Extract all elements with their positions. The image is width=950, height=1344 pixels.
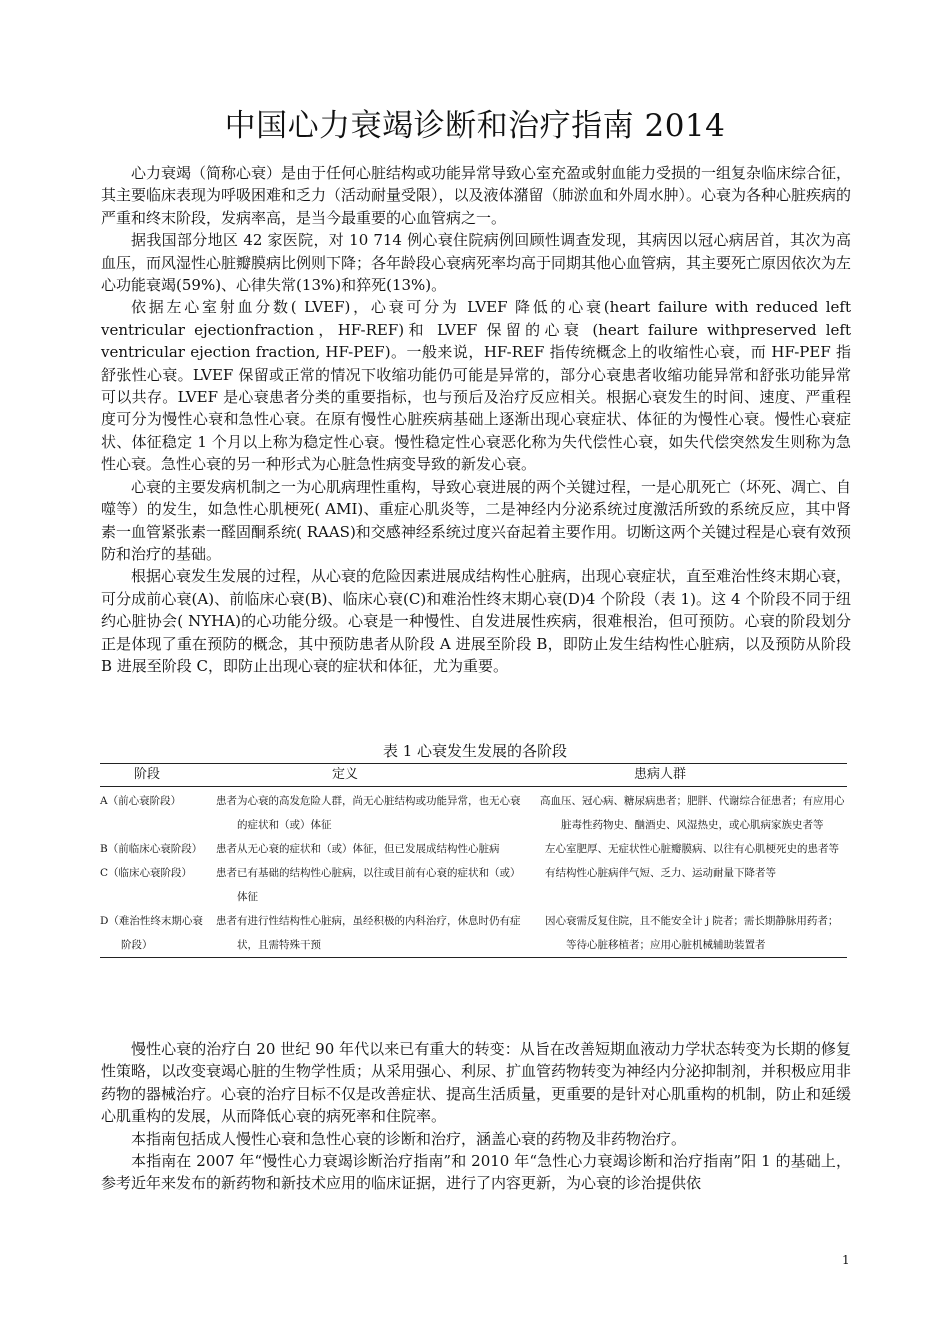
table-caption: 表 1 心衰发生发展的各阶段	[382, 742, 568, 760]
population-cell: 左心室肥厚、无症状性心脏瓣膜病、以往有心肌梗死史的患者等	[545, 843, 839, 855]
stage-cell: D（难治性终末期心衰阶段）	[100, 915, 203, 951]
population-cell: 高血压、冠心病、糖尿病患者；肥胖、代谢综合征患者；有应用心脏毒性药物史、酗酒史、风湿热史，或心肌病家族史者等	[540, 795, 845, 831]
paragraph: 心力衰竭（简称心衰）是由于任何心脏结构或功能异常导致心室充盈或射血能力受损的一组复杂临床综合征，其主要临床表现为呼吸困难和乏力（活动耐量受限），以及液体潴留（肺淤血和外周水肿）。心衰为各种心脏疾病的严重和终末阶段，发病率高，是当今最重要的心血管病之一。	[101, 164, 852, 227]
table-row	[100, 837, 847, 861]
document-title: 中国心力衰竭诊断和治疗指南 2014	[224, 108, 726, 144]
definition-cell: 患者为心衰的高发危险人群，尚无心脏结构或功能异常，也无心衰的症状和（或）体征	[216, 795, 521, 831]
definition-cell: 患者有进行性结构性心脏病，虽经积极的内科治疗，休息时仍有症状，且需特殊干预	[216, 915, 521, 951]
body-section-2	[101, 1038, 851, 1195]
paragraph: 根据心衰发生发展的过程，从心衰的危险因素进展成结构性心脏病，出现心衰症状，直至难治性终末期心衰，可分成前心衰(A)、前临床心衰(B)、临床心衰(C)和难治性终末期心衰(D)4 个阶段（表 1)。这 4 个阶段不同于纽约心脏协会( NYHA)的心功能分级。心衰是一种慢性、自发进展性疾病，很难根治，但可预防。心衰的阶段划分正是体现了重在预防的概念，其中预防患者从阶段 A 进展至阶段 B，即防止发生结构性心脏病，以及预防从阶段 B 进展至阶段 C，即防止出现心衰的症状和体征，尤为重要。	[101, 567, 852, 675]
header-definition: 定义	[212, 764, 530, 787]
definition-cell: 患者从无心衰的症状和（或）体征，但已发展成结构性心脏病	[216, 843, 500, 855]
header-population: 患病人群	[530, 764, 847, 787]
population-cell: 有结构性心脏病伴气短、乏力、运动耐量下降者等	[545, 867, 776, 879]
table-header-row	[100, 764, 847, 787]
paragraph: 依据左心室射血分数( LVEF)，心衰可分为 LVEF 降低的心衰(heart failure with reduced left ventricular ejectionfraction，HF-REF)和 LVEF 保留的心衰 (heart failure withpreserved left ventricular ejection fraction, HF-PEF)。一般来说，HF-REF 指传统概念上的收缩性心衰，而 HF-PEF 指舒张性心衰。LVEF 保留或正常的情况下收缩功能仍可能是异常的，部分心衰患者收缩功能异常和舒张功能异常可以共存。LVEF 是心衰患者分类的重要指标，也与预后及治疗反应相关。根据心衰发生的时间、速度、严重程度可分为慢性心衰和急性心衰。在原有慢性心脏疾病基础上逐渐出现心衰症状、体征的为慢性心衰。慢性心衰症状、体征稳定 1 个月以上称为稳定性心衰。慢性稳定性心衰恶化称为失代偿性心衰，如失代偿突然发生则称为急性心衰。急性心衰的另一种形式为心脏急性病变导致的新发心衰。	[101, 298, 851, 474]
stage-table	[100, 763, 847, 958]
stage-cell: B（前临床心衰阶段）	[100, 843, 203, 855]
page-number: 1	[842, 1253, 850, 1267]
stage-cell: C（临床心衰阶段）	[100, 867, 193, 879]
table-row	[100, 787, 847, 838]
table-row	[100, 861, 847, 909]
paragraph: 心衰的主要发病机制之一为心肌病理性重构，导致心衰进展的两个关键过程，一是心肌死亡（坏死、凋亡、自噬等）的发生，如急性心肌梗死( AMI)、重症心肌炎等，二是神经内分泌系统过度激活所致的系统反应，其中肾素一血管紧张素一醛固酮系统( RAAS)和交感神经系统过度兴奋起着主要作用。切断这两个关键过程是心衰有效预防和治疗的基础。	[101, 477, 852, 563]
paragraph: 慢性心衰的治疗白 20 世纪 90 年代以来已有重大的转变：从旨在改善短期血液动力学状态转变为长期的修复性策略，以改变衰竭心脏的生物学性质；从采用强心、利尿、扩血管药物转变为神经内分泌抑制剂，并积极应用非药物的器械治疗。心衰的治疗目标不仅是改善症状、提高生活质量，更重要的是针对心肌重构的机制，防止和延缓心肌重构的发展，从而降低心衰的病死率和住院率。	[101, 1040, 852, 1126]
population-cell: 因心衰需反复住院，且不能安全计 j 院者；需长期静脉用药者；等待心脏移植者；应用心脏机械辅助装置者	[545, 915, 839, 951]
stage-cell: A（前心衰阶段）	[100, 795, 182, 807]
header-stage: 阶段	[100, 764, 212, 787]
definition-cell: 患者已有基础的结构性心脏病，以往或目前有心衰的症状和（或）体征	[216, 867, 521, 903]
paragraph: 本指南在 2007 年“慢性心力衰竭诊断治疗指南”和 2010 年“急性心力衰竭诊断和治疗指南”阳 1 的基础上，参考近年来发布的新药物和新技术应用的临床证据，进行了内容更新，为心衰的诊治提供依	[101, 1152, 851, 1193]
body-section-1	[101, 162, 851, 677]
paragraph: 本指南包括成人慢性心衰和急性心衰的诊断和治疗，涵盖心衰的药物及非药物治疗。	[131, 1129, 687, 1148]
paragraph: 据我国部分地区 42 家医院，对 10 714 例心衰住院病例回顾性调查发现，其病因以冠心病居首，其次为高血压，而风湿性心脏瓣膜病比例则下降；各年龄段心衰病死率均高于同期其他心血管病，其主要死亡原因依次为左心功能衰竭(59%)、心律失常(13%)和猝死(13%)。	[101, 231, 852, 295]
table-row	[100, 909, 847, 957]
